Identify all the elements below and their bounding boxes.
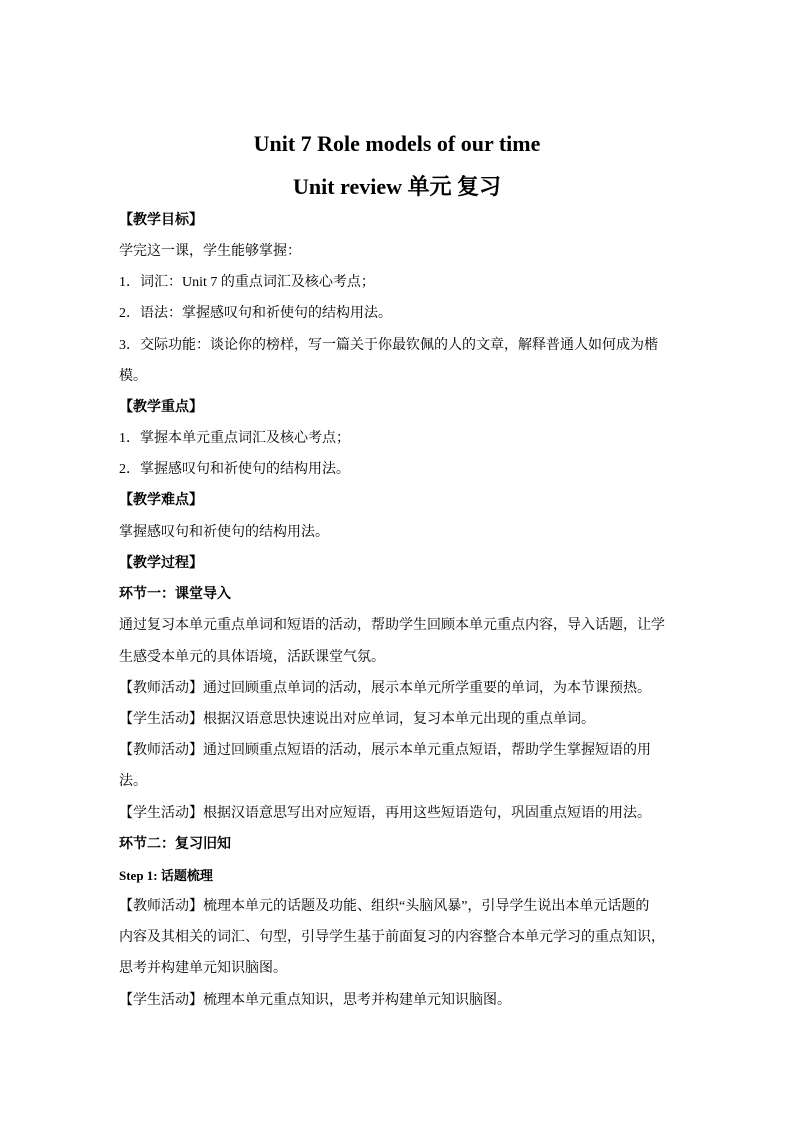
paragraph-line: 生感受本单元的具体语境，活跃课堂气氛。 xyxy=(119,650,385,665)
paragraph-line: 法。 xyxy=(119,774,147,789)
paragraph-line: 【学生活动】梳理本单元重点知识，思考并构建单元知识脑图。 xyxy=(119,993,511,1008)
paragraph-line: 1．掌握本单元重点词汇及核心考点； xyxy=(119,431,350,446)
paragraph-line: 【教师活动】通过回顾重点单词的活动，展示本单元所学重要的单词，为本节课预热。 xyxy=(119,681,651,696)
paragraph-line: 学完这一课，学生能够掌握： xyxy=(119,244,301,259)
paragraph-line: 2．语法：掌握感叹句和祈使句的结构用法。 xyxy=(119,306,392,321)
paragraph-line: 【学生活动】根据汉语意思快速说出对应单词，复习本单元出现的重点单词。 xyxy=(119,712,595,727)
paragraph-line: 模。 xyxy=(119,369,147,384)
paragraph-line: 【教师活动】通过回顾重点短语的活动，展示本单元重点短语，帮助学生掌握短语的用 xyxy=(119,743,651,758)
paragraph-line: 【学生活动】根据汉语意思写出对应短语，再用这些短语造句，巩固重点短语的用法。 xyxy=(119,806,651,821)
stage-heading-2: 环节二：复习旧知 xyxy=(119,837,231,852)
document-subtitle: Unit review 单元 复习 xyxy=(293,174,501,199)
paragraph-line: 1．词汇：Unit 7 的重点词汇及核心考点； xyxy=(119,275,375,290)
section-heading-difficulties: 【教学难点】 xyxy=(119,493,203,508)
paragraph-line: 2．掌握感叹句和祈使句的结构用法。 xyxy=(119,462,350,477)
paragraph-line: 3．交际功能：谈论你的榜样，写一篇关于你最钦佩的人的文章，解释普通人如何成为楷 xyxy=(119,338,658,353)
step-heading: Step 1: 话题梳理 xyxy=(119,868,213,883)
section-heading-objectives: 【教学目标】 xyxy=(119,213,203,228)
stage-heading-1: 环节一：课堂导入 xyxy=(119,587,231,602)
paragraph-line: 通过复习本单元重点单词和短语的活动，帮助学生回顾本单元重点内容，导入话题，让学 xyxy=(119,618,665,633)
document-title: Unit 7 Role models of our time xyxy=(253,131,541,156)
section-heading-key-points: 【教学重点】 xyxy=(119,400,203,415)
paragraph-line: 内容及其相关的词汇、句型，引导学生基于前面复习的内容整合本单元学习的重点知识， xyxy=(119,930,665,945)
paragraph-line: 【教师活动】梳理本单元的话题及功能、组织“头脑风暴”，引导学生说出本单元话题的 xyxy=(119,899,650,914)
paragraph-line: 掌握感叹句和祈使句的结构用法。 xyxy=(119,525,329,540)
section-heading-process: 【教学过程】 xyxy=(119,556,203,571)
paragraph-line: 思考并构建单元知识脑图。 xyxy=(119,961,287,976)
